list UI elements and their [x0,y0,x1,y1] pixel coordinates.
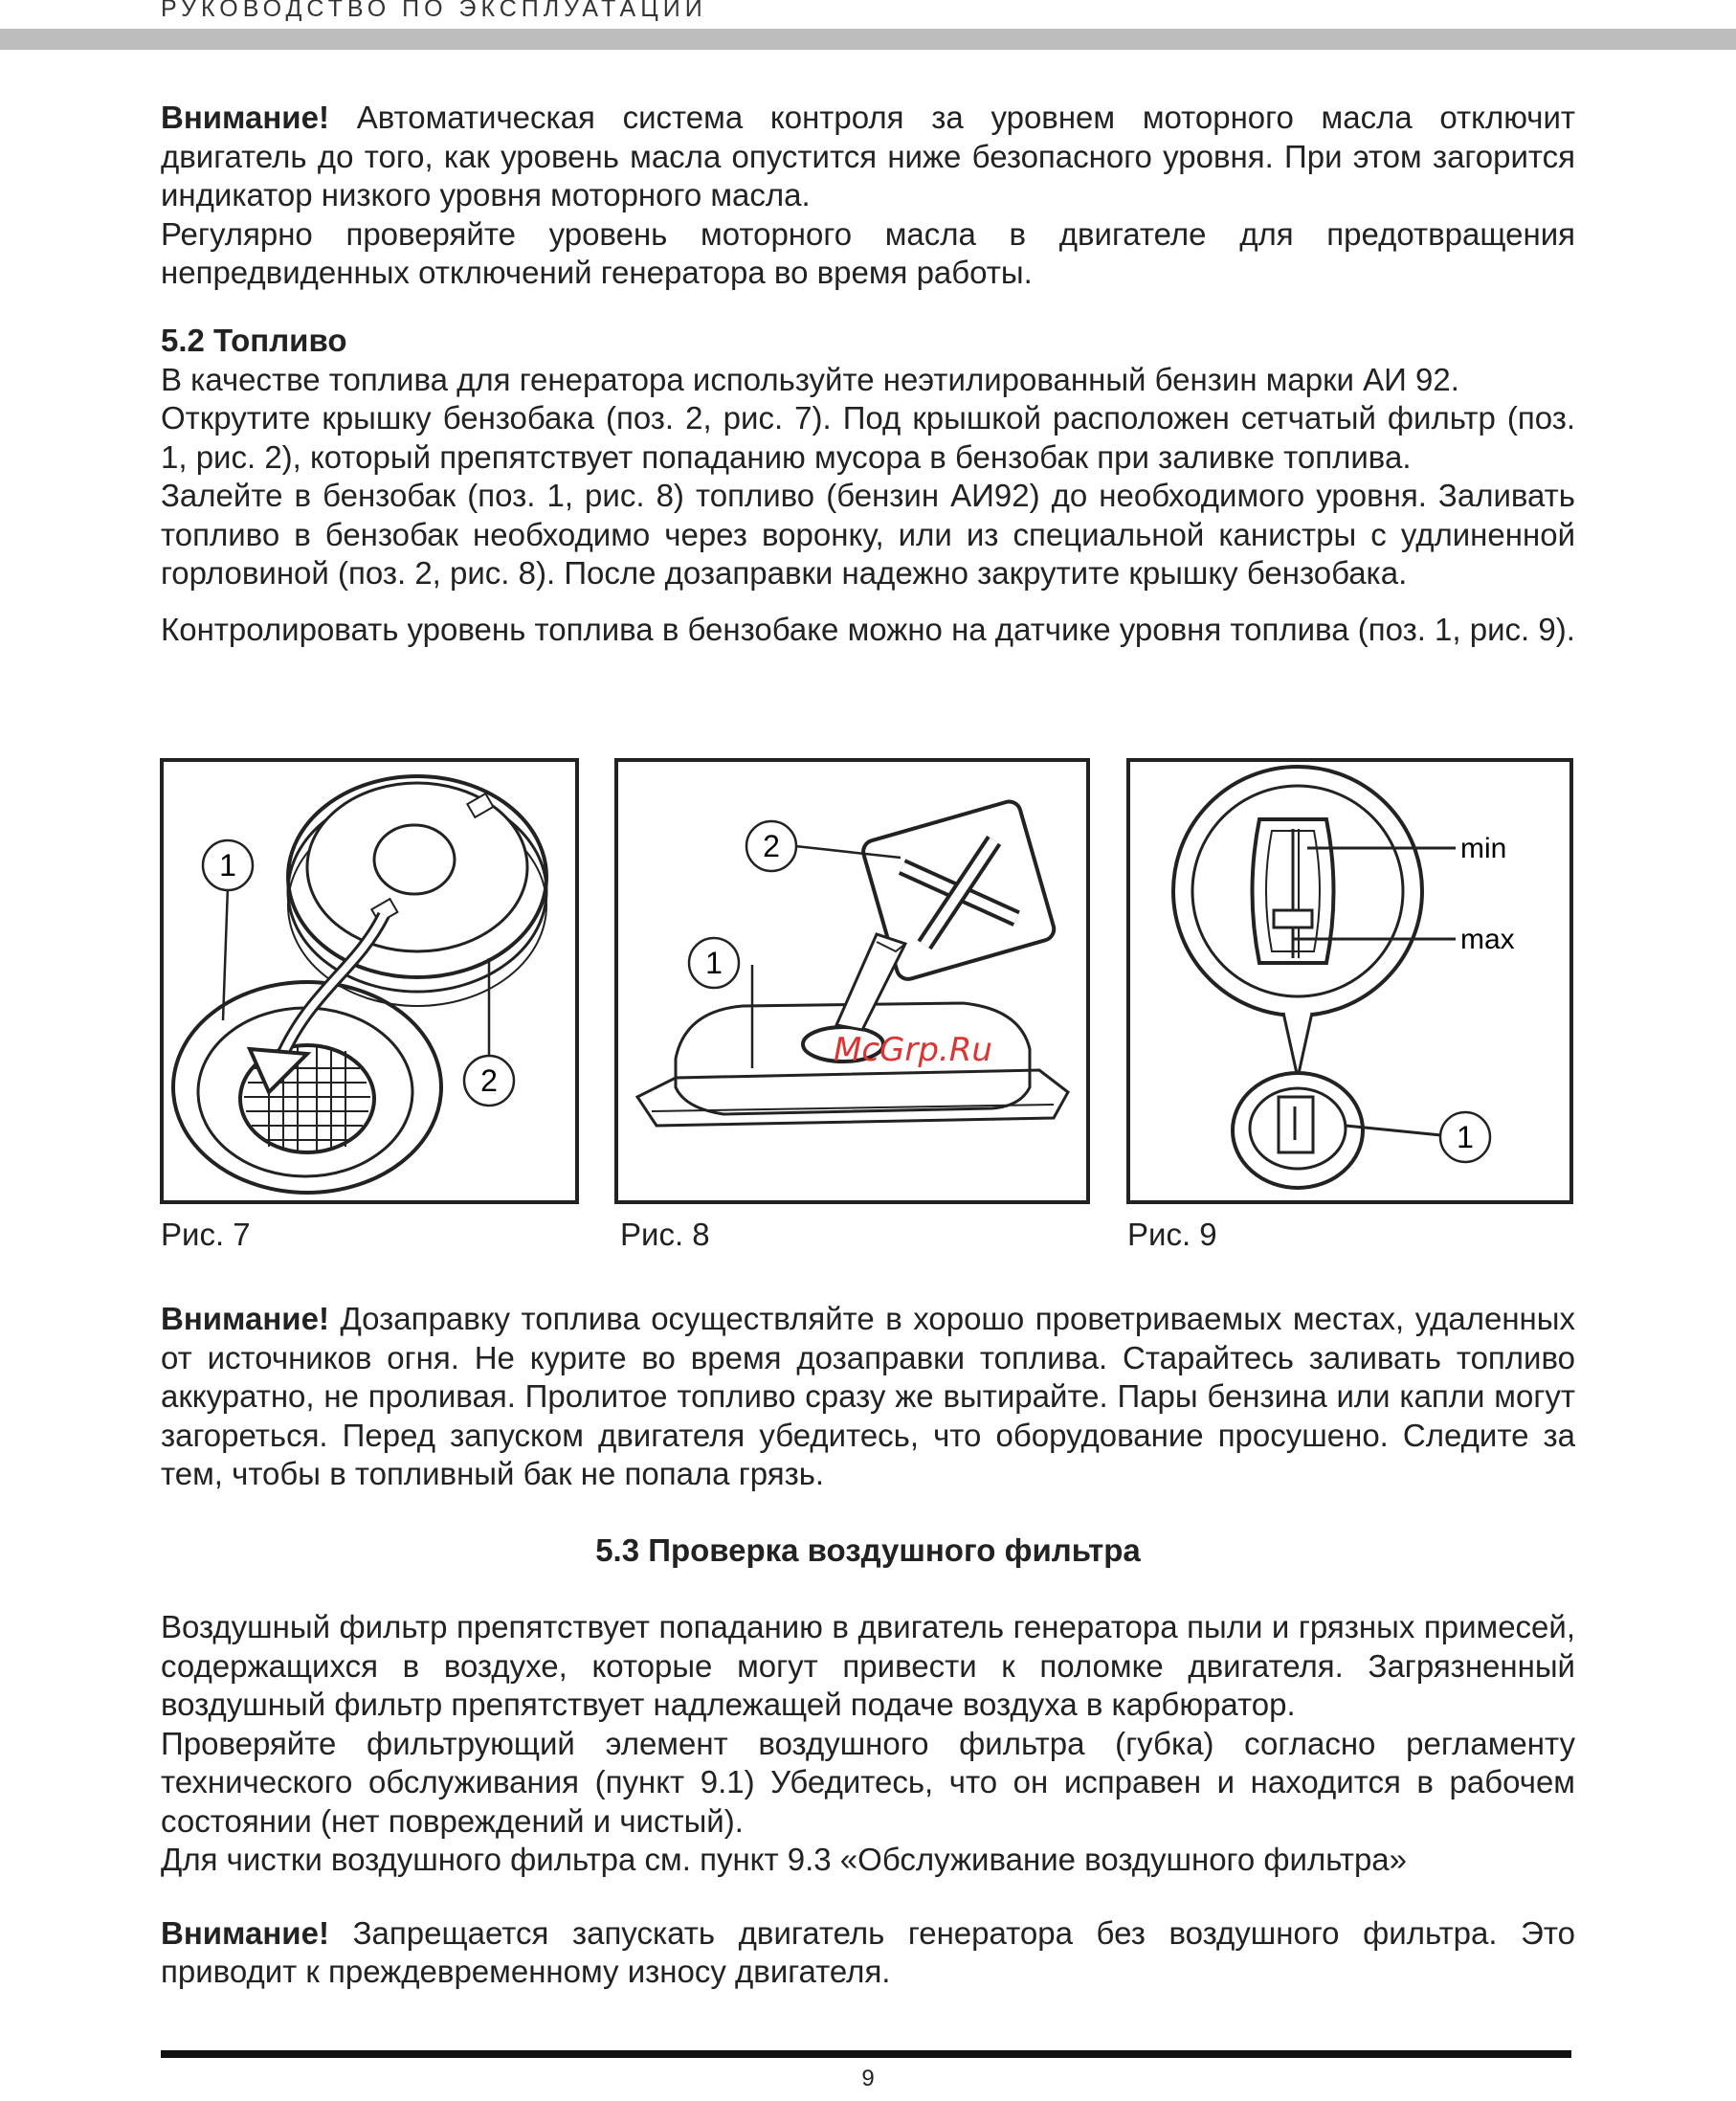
label-min: min [1460,833,1507,864]
figure-7 [160,758,579,1204]
air-filter-section [161,1608,1575,1992]
figure-9 [1126,758,1573,1204]
callout-2: 2 [763,829,780,863]
intro-warning: Внимание! Автоматическая система контроля за уровнем моторного масла отключит двигатель до того, как уровень масла опустится ниже безопасного уровня. При этом загорится индикатор низкого уровня моторного масла. [161,100,1576,212]
fuel-level-text: Контролировать уровень топлива в бензобаке можно на датчике уровня топлива (поз. 1, рис. 9). [161,611,1575,647]
callout-1: 1 [705,946,723,980]
air-filter-warning: Внимание! Запрещается запускать двигатель генератора без воздушного фильтра. Это приводит к преждевременному износу двигателя. [161,1914,1576,1989]
air-filter-paragraph: Воздушный фильтр препятствует попаданию в двигатель генератора пыли и грязных примесей, содержащихся в воздухе, которые могут привести к поломке двигателя. Загрязненный воздушный фильтр препятствует надлежащей подаче воздуха в карбюратор. [161,1609,1575,1722]
air-filter-paragraph: Проверяйте фильтрующий элемент воздушного фильтра (губка) согласно регламенту технического обслуживания (пункт 9.1) Убедитесь, что он исправен и находится в рабочем состоянии (нет повреждений и чистый). [161,1725,1575,1839]
fuel-cap-illustration [164,762,575,1200]
fuel-section [161,322,1575,649]
page-number: 9 [861,2066,875,2091]
callout-2: 2 [480,1063,498,1098]
header-bar [0,29,1736,50]
fuel-paragraph: Открутите крышку бензобака (поз. 2, рис. 7). Под крышкой расположен сетчатый фильтр (поз. 1, рис. 2), который препятствует попаданию мусора в бензобак при заливке топлива. [161,400,1575,475]
attention-label: Внимание! [161,1301,329,1336]
fuel-paragraph: Залейте в бензобак (поз. 1, рис. 8) топливо (бензин АИ92) до необходимого уровня. Заливать топливо в бензобак необходимо через воронку, или из специальной канистры с удлиненной горловиной (поз. 2, рис. 8). После дозаправки надежно закрутите крышку бензобака. [161,478,1575,591]
figure-8 [614,758,1090,1204]
callout-1: 1 [1457,1120,1474,1154]
intro-block [161,99,1575,293]
watermark: McGrp.Ru [834,1031,992,1069]
intro-check: Регулярно проверяйте уровень моторного масла в двигателе для предотвращения непредвиденных отключений генератора во время работы. [161,215,1575,290]
attention-label: Внимание! [161,1914,329,1951]
air-filter-paragraph: Для чистки воздушного фильтра см. пункт 9.3 «Обслуживание воздушного фильтра» [161,1842,1408,1877]
label-max: max [1460,924,1515,955]
fuel-tank-illustration [618,762,1086,1200]
attention-label: Внимание! [161,100,329,135]
caption-fig7: Рис. 7 [161,1217,251,1252]
air-filter-heading: 5.3 Проверка воздушного фильтра [595,1532,1141,1568]
caption-fig8: Рис. 8 [620,1217,710,1252]
header-title: РУКОВОДСТВО ПО ЭКСПЛУАТАЦИИ [161,0,707,22]
refuel-warning: Внимание! Дозаправку топлива осуществляйте в хорошо проветриваемых местах, удаленных от источников огня. Не курите во время дозаправки топлива. Старайтесь заливать топливо аккуратно, не проливая. Пролитое топливо сразу же вытирайте. Пары бензина или капли могут загореться. Перед запуском двигателя убедитесь, что оборудование просушено. Следите за тем, чтобы в топливный бак не попала грязь. [161,1301,1575,1491]
caption-fig9: Рис. 9 [1127,1217,1217,1252]
fuel-gauge-illustration [1130,762,1569,1200]
fuel-heading: 5.2 Топливо [161,323,347,358]
footer-rule [161,2050,1571,2058]
page-header [0,0,1736,52]
callout-1: 1 [219,848,236,883]
fuel-paragraph: В качестве топлива для генератора используйте неэтилированный бензин марки АИ 92. [161,361,1459,397]
